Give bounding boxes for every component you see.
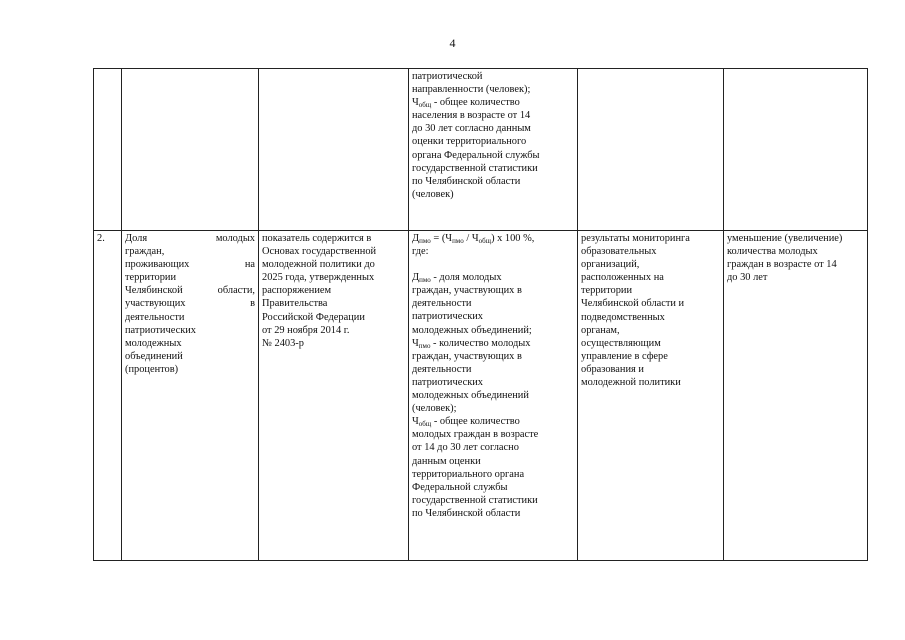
basis-line: Основах государственной <box>262 246 377 258</box>
cell-number <box>94 69 122 231</box>
name-line: Доля молодых <box>125 233 255 244</box>
source-line: расположенных на <box>581 272 664 284</box>
formula-line: граждан, участвующих в <box>412 285 522 297</box>
formula-line: населения в возрасте от 14 <box>412 110 531 122</box>
formula-line: по Челябинской области <box>412 507 521 519</box>
source-line: территории <box>581 285 633 297</box>
name-line: граждан, <box>125 246 165 258</box>
formula-line: (человек) <box>412 188 454 200</box>
cell-number: 2. <box>94 231 122 561</box>
formula-line: патриотической <box>412 71 483 82</box>
basis-line: 2025 года, утвержденных <box>262 272 375 284</box>
formula-line: деятельности <box>412 363 472 375</box>
basis-line: Российской Федерации <box>262 311 365 323</box>
formula-line: органа Федеральной службы <box>412 149 540 161</box>
basis-line: распоряжением <box>262 285 332 297</box>
basis-line: Правительства <box>262 298 328 310</box>
trend-line: количества молодых <box>727 246 818 258</box>
trend-line: до 30 лет <box>727 272 768 284</box>
source-line: органам, <box>581 324 620 336</box>
formula-line: деятельности <box>412 298 472 310</box>
formula-line: молодых граждан в возрасте <box>412 429 539 441</box>
formula-where: где: <box>412 246 429 258</box>
name-line: (процентов) <box>125 363 179 375</box>
formula-equation: $Д_{пмо} = (Ч_{пмо} / Ч_{общ})$ x 100 %, <box>412 233 535 245</box>
basis-line: молодежной политики до <box>262 259 375 271</box>
formula-line: данным оценки <box>412 455 481 467</box>
table-row <box>94 69 868 231</box>
cell-formula <box>409 231 578 561</box>
cell-trend <box>724 231 868 561</box>
source-line: образования и <box>581 363 644 375</box>
name-line: объединений <box>125 350 183 362</box>
formula-line: (человек); <box>412 403 457 415</box>
cell-indicator-name <box>122 69 259 231</box>
formula-variable-line <box>412 96 574 109</box>
name-line: участвующих в <box>125 298 255 310</box>
cell-indicator-name <box>122 231 259 561</box>
indicators-table <box>93 68 868 561</box>
variable-symbol: Ч <box>412 97 419 109</box>
formula-line: Федеральной службы <box>412 481 508 493</box>
formula-line: оценки территориального <box>412 136 527 148</box>
formula-line: территориального органа <box>412 468 525 480</box>
formula-line: патриотических <box>412 376 483 388</box>
basis-line: показатель содержится в <box>262 233 372 244</box>
formula-line: государственной статистики <box>412 162 538 174</box>
formula-line: молодежных объединений; <box>412 324 532 336</box>
formula-line: от 14 до 30 лет согласно <box>412 442 519 454</box>
cell-formula <box>409 69 578 231</box>
formula-line: граждан, участвующих в <box>412 350 522 362</box>
source-line: организаций, <box>581 259 640 271</box>
name-line: Челябинской области, <box>125 285 255 297</box>
name-line: патриотических <box>125 324 196 336</box>
variable-subscript: общ <box>418 101 432 110</box>
name-line: проживающих на <box>125 259 255 271</box>
formula-line: направленности (человек); <box>412 84 531 96</box>
formula-line: патриотических <box>412 311 483 323</box>
name-line: молодежных <box>125 337 182 349</box>
source-line: управление в сфере <box>581 350 668 362</box>
name-line: территории <box>125 272 177 284</box>
basis-line: № 2403-р <box>262 337 304 349</box>
cell-basis <box>259 69 409 231</box>
formula-line: молодежных объединений <box>412 390 529 402</box>
variable-description: - общее количество <box>431 97 520 109</box>
table-row <box>94 231 868 561</box>
trend-line: уменьшение (увеличение) <box>727 233 843 244</box>
source-line: подведомственных <box>581 311 665 323</box>
cell-data-source <box>578 69 724 231</box>
formula-line: до 30 лет согласно данным <box>412 123 531 135</box>
page-number: 4 <box>449 36 456 50</box>
source-line: осуществляющим <box>581 337 661 349</box>
formula-line: по Челябинской области <box>412 175 521 187</box>
cell-trend <box>724 69 868 231</box>
formula-variable-line: $Ч_{пмо}$ - количество молодых <box>412 337 531 350</box>
cell-data-source <box>578 231 724 561</box>
formula-line: государственной статистики <box>412 494 538 506</box>
basis-line: от 29 ноября 2014 г. <box>262 324 350 336</box>
source-line: образовательных <box>581 246 657 258</box>
formula-variable-line: $Ч_{общ}$ - общее количество <box>412 416 520 429</box>
cell-basis <box>259 231 409 561</box>
source-line: Челябинской области и <box>581 298 685 310</box>
source-line: результаты мониторинга <box>581 233 690 244</box>
formula-variable-line: $Д_{пмо}$ - доля молодых <box>412 272 502 285</box>
source-line: молодежной политики <box>581 377 681 389</box>
name-line: деятельности <box>125 311 185 323</box>
trend-line: граждан в возрасте от 14 <box>727 259 837 271</box>
